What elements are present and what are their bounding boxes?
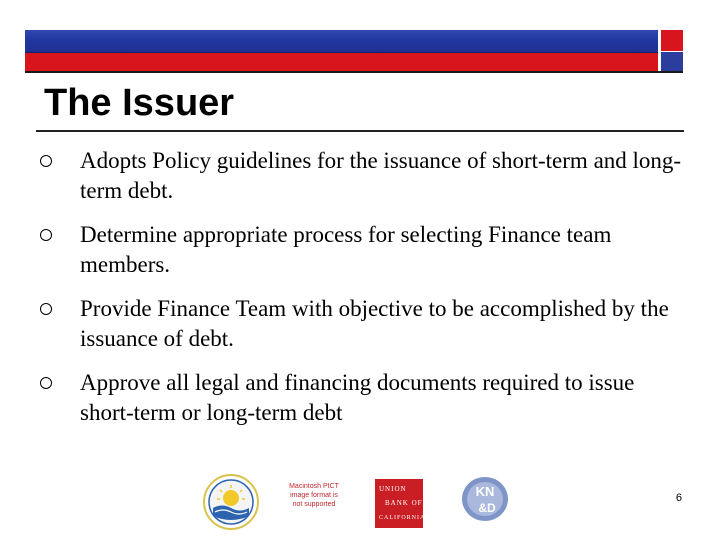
bullet-text: Provide Finance Team with objective to be accomplished by the issuance of debt. xyxy=(80,296,669,351)
header-rule xyxy=(25,71,683,73)
header-red-square xyxy=(661,30,683,51)
bullet-circle-icon xyxy=(40,229,52,241)
bullet-circle-icon xyxy=(40,155,52,167)
seal-logo-icon xyxy=(203,474,259,530)
knnd-logo-icon xyxy=(460,476,510,522)
bank-logo-line3: CALIFORNIA xyxy=(379,515,426,521)
header-blue-bar xyxy=(25,30,658,53)
bank-logo-line1: UNION xyxy=(379,485,407,493)
header-blue-square xyxy=(661,52,683,71)
bullet-circle-icon xyxy=(40,377,52,389)
bullet-item xyxy=(40,146,690,206)
svg-text:&D: &D xyxy=(478,501,496,515)
header-red-bar xyxy=(25,53,658,71)
bullet-circle-icon xyxy=(40,303,52,315)
bullet-item xyxy=(40,368,690,428)
title-rule xyxy=(36,130,684,132)
bullet-text: Approve all legal and financing documents required to issue short-term or long-term debt xyxy=(80,370,635,425)
image-placeholder: Macintosh PICT image format is not supported xyxy=(289,483,339,508)
bullet-text: Determine appropriate process for selecting Finance team members. xyxy=(80,222,612,277)
svg-text:KN: KN xyxy=(475,484,495,499)
bullet-list xyxy=(40,146,690,442)
bullet-item xyxy=(40,294,690,354)
page-number: 6 xyxy=(675,492,682,504)
bullet-item xyxy=(40,220,690,280)
slide-title: The Issuer xyxy=(44,82,235,124)
bank-logo xyxy=(375,479,426,528)
bullet-text: Adopts Policy guidelines for the issuance of short-term and long-term debt. xyxy=(80,148,682,203)
bank-logo-line2: BANK OF xyxy=(385,499,423,507)
